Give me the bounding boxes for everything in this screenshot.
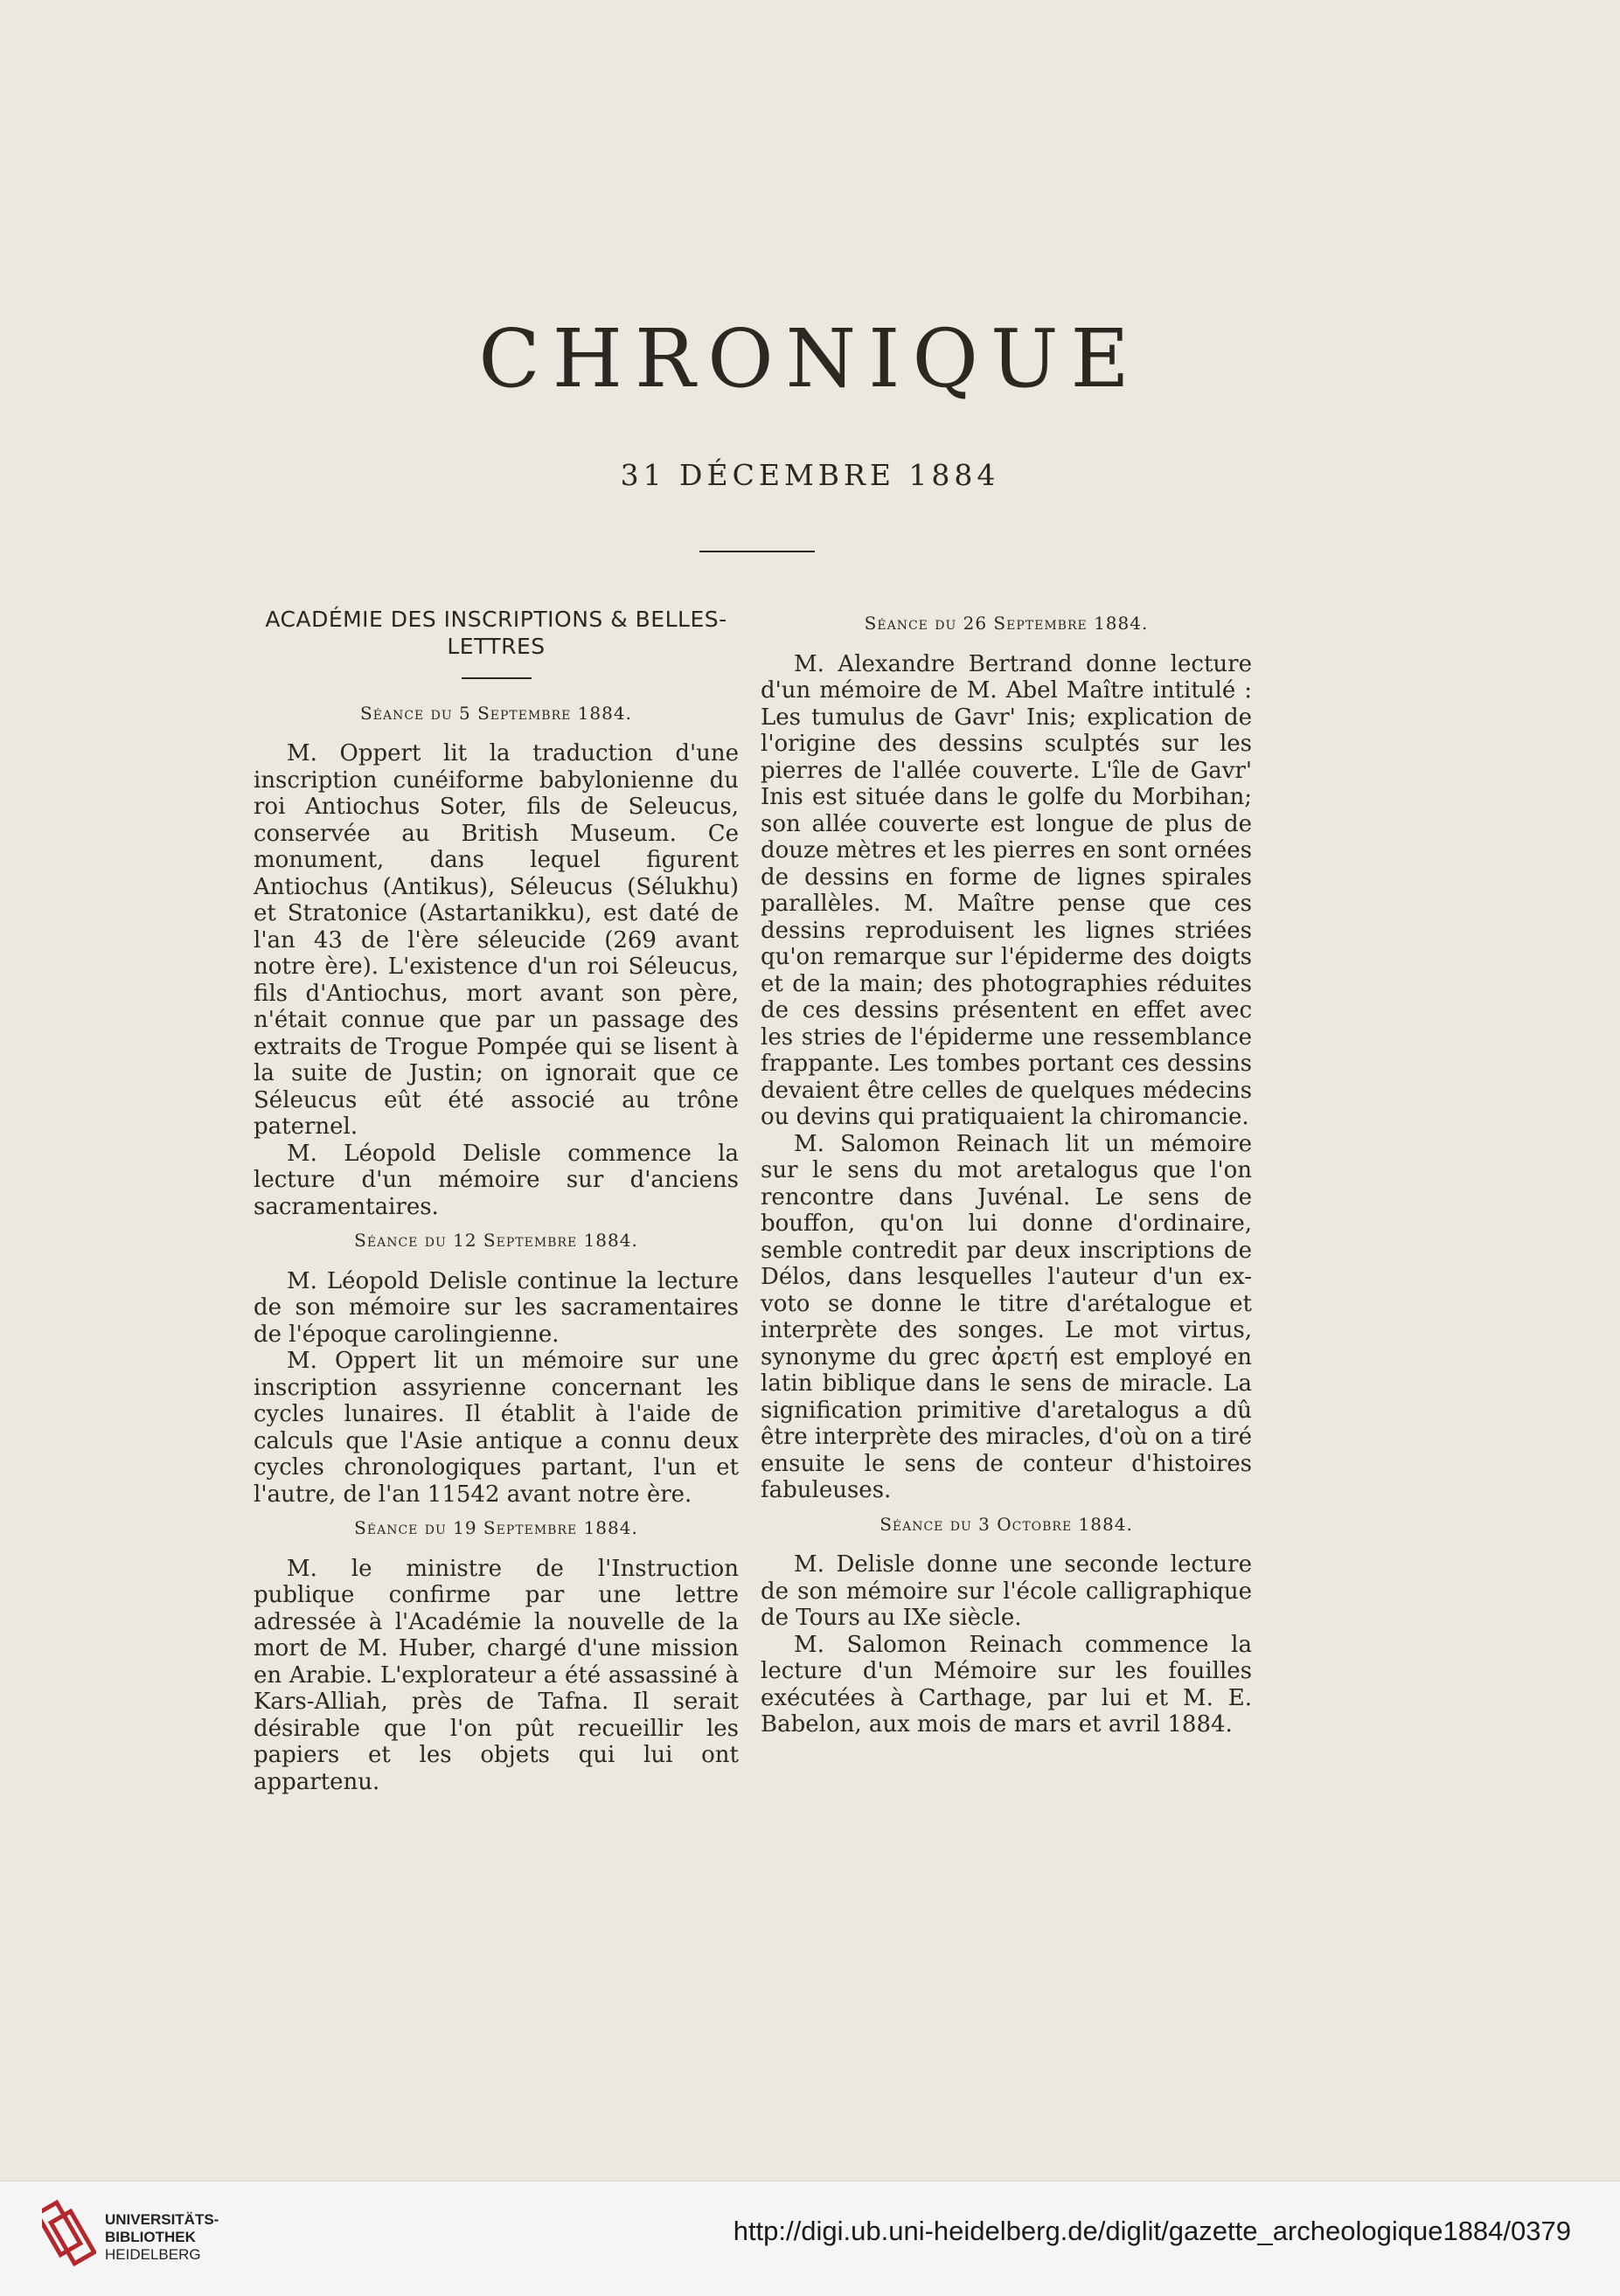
paragraph: M. Oppert lit la traduction d'une inscription cunéiforme babylonienne du roi Antiochus Soter, fils de Seleucus, conservée au British Museum. Ce monument, dans lequel figurent Antiochus (Antikus), Séleucus (Sélukhu) et Stratonice (Astartanikku), est daté de l'an 43 de l'ère séleucide (269 avant notre ère). L'existence d'un roi Séleucus, fils d'Antiochus, mort avant son père, n'était connue que par un passage des extraits de Trogue Pompée qui se lisent à la suite de Justin; on ignorait que ce Séleucus eût été associé au trône paternel.	[254, 740, 739, 1140]
permalink-url[interactable]: http://digi.ub.uni-heidelberg.de/diglit/gazette_archeologique1884/0379	[733, 2216, 1571, 2246]
academy-heading: ACADÉMIE DES INSCRIPTIONS & BELLES-LETTRES	[265, 607, 727, 659]
library-name-line: BIBLIOTHEK	[105, 2229, 196, 2245]
paragraph: M. Salomon Reinach lit un mémoire sur le sens du mot aretalogus que l'on rencontre dans Juvénal. Le sens de bouffon, qu'on lui donne d'ordinaire, semble contredit par deux inscriptions de Délos, dans lesquelles l'auteur d'un ex-voto se donne le titre d'arétalogue et interprète des songes. Le mot virtus, synonyme du grec ἀρετή est employé en latin biblique dans le sens de miracle. La signification primitive d'aretalogus a dû être interprète des miracles, d'où on a tiré ensuite le sens de conteur d'histoires fabuleuses.	[761, 1130, 1252, 1503]
library-name[interactable]	[105, 2211, 219, 2264]
library-name-line: UNIVERSITÄTS-	[105, 2211, 219, 2228]
academy-divider	[462, 677, 532, 679]
session-heading: Séance du 19 Septembre 1884.	[354, 1517, 638, 1538]
session-heading: Séance du 3 Octobre 1884.	[880, 1513, 1133, 1535]
paragraph: M. Léopold Delisle continue la lecture de son mémoire sur les sacramentaires de l'époque carolingienne.	[254, 1267, 739, 1348]
title-divider	[699, 551, 815, 552]
page-title: CHRONIQUE	[478, 312, 1142, 406]
paragraph: M. Delisle donne une seconde lecture de son mémoire sur l'école calligraphique de Tours au IXe siècle.	[761, 1551, 1252, 1631]
library-name-line: HEIDELBERG	[105, 2246, 201, 2263]
session-heading: Séance du 26 Septembre 1884.	[864, 613, 1149, 634]
paragraph: M. Oppert lit un mémoire sur une inscription assyrienne concernant les cycles lunaires. Il établit à l'aide de calculs que l'Asie antique a connu deux cycles chronologiques partant, l'un et l'autre, de l'an 11542 avant notre ère.	[254, 1348, 739, 1508]
session-heading: Séance du 12 Septembre 1884.	[354, 1230, 638, 1251]
left-column	[254, 603, 739, 1795]
paragraph: M. le ministre de l'Instruction publique confirme par une lettre adressée à l'Académie la nouvelle de la mort de M. Huber, chargé d'une mission en Arabie. L'explorateur a été assassiné à Kars-Alliah, près de Tafna. Il serait désirable que l'on pût recueillir les papiers et les objets qui lui ont appartenu.	[254, 1555, 739, 1795]
library-logo-icon[interactable]	[42, 2188, 96, 2275]
paragraph: M. Léopold Delisle commence la lecture d'un mémoire sur d'anciens sacramentaires.	[254, 1140, 739, 1220]
paragraph: M. Salomon Reinach commence la lecture d'un Mémoire sur les fouilles exécutées à Carthage, par lui et M. E. Babelon, aux mois de mars et avril 1884.	[761, 1631, 1252, 1738]
session-heading: Séance du 5 Septembre 1884.	[360, 702, 632, 724]
paragraph: M. Alexandre Bertrand donne lecture d'un mémoire de M. Abel Maître intitulé : Les tumulus de Gavr' Inis; explication de l'origine des dessins sculptés sur les pierres de l'allée couverte. L'île de Gavr' Inis est située dans le golfe du Morbihan; son allée couverte est longue de plus de douze mètres et les pierres en sont ornées de dessins en forme de lignes spirales parallèles. M. Maître pense que ces dessins reproduisent les lignes striées qu'on remarque sur l'épiderme des doigts et de la main; des photographies réduites de ces dessins présentent en effet avec les stries de l'épiderme une ressemblance frappante. Les tombes portant ces dessins devaient être celles de quelques médecins ou devins qui pratiquaient la chiromancie.	[761, 650, 1252, 1130]
right-column	[761, 603, 1252, 1738]
page-date: 31 DÉCEMBRE 1884	[620, 458, 1000, 492]
